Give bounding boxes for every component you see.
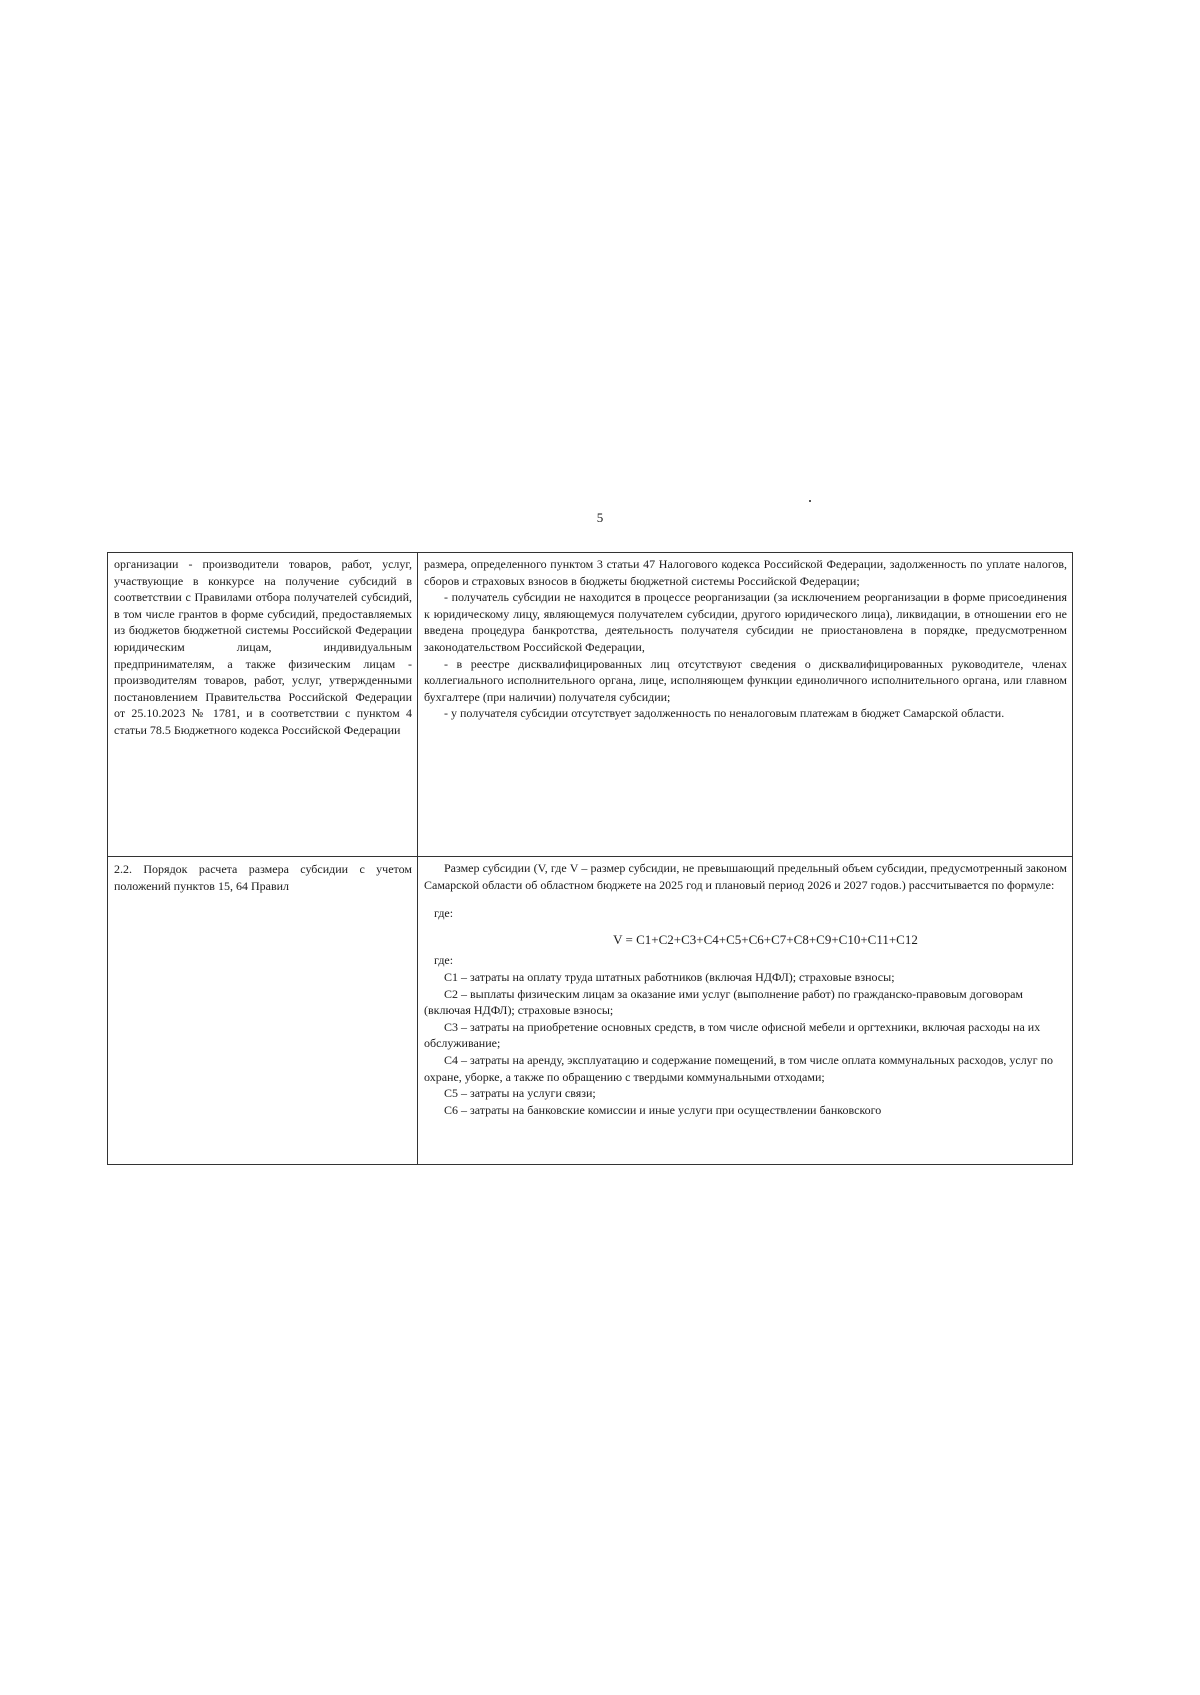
recipient-criteria-cell	[108, 553, 418, 857]
requirement-paragraph: - получатель субсидии не находится в процессе реорганизации (за исключением реорганизации в форме присоединения к юридическому лицу, являющемуся получателем субсидии, другого юридического лица), ликвидации, в отношении его не введена процедура банкротства, деятельность получателя субсидии не приостановлена в порядке, предусмотренном законодательством Российской Федерации,	[424, 590, 1067, 654]
page-number: 5	[596, 510, 604, 525]
table-row	[108, 553, 1073, 857]
requirement-paragraph: - у получателя субсидии отсутствует задолженность по неналоговым платежам в бюджет Самарской области.	[444, 706, 1005, 721]
scan-speck	[809, 500, 811, 502]
requirement-paragraph: - в реестре дисквалифицированных лиц отсутствуют сведения о дисквалифицированных руководителе, членах коллегиального исполнительного органа, лице, исполняющем функции единоличного исполнительного органа, или главном бухгалтере (при наличии) получателя субсидии;	[424, 656, 1067, 704]
where-label: где:	[434, 953, 454, 968]
table-row	[108, 857, 1073, 1165]
section-heading: 2.2. Порядок расчета размера субсидии с учетом положений пунктов 15, 64 Правил	[114, 862, 412, 893]
requirements-cell	[418, 553, 1073, 857]
subsidy-formula: V = C1+C2+C3+C4+C5+C6+C7+C8+C9+C10+C11+C12	[613, 931, 918, 947]
cost-item: С3 – затраты на приобретение основных средств, в том числе офисной мебели и оргтехники, включая расходы на их обслуживание;	[424, 1019, 1041, 1051]
cost-item: С2 – выплаты физическим лицам за оказание ими услуг (выполнение работ) по гражданско-правовым договорам (включая НДФЛ); страховые взносы;	[424, 986, 1024, 1018]
left-cell-text: организации - производители товаров, работ, услуг, участвующие в конкурсе на получение субсидий в соответствии с Правилами отбора получателей субсидий, в том числе грантов в форме субсидий, предоставляемых из бюджетов бюджетной системы Российской Федерации юридическим лицам, индивидуальным предпринимателям, а также физическим лицам - производителям товаров, работ, услуг, утвержденными постановлением Правительства Российской Федерации от 25.10.2023 № 1781, и в соответствии с пунктом 4 статьи 78.5 Бюджетного кодекса Российской Федерации	[114, 557, 412, 737]
calculation-cell	[418, 857, 1073, 1165]
cost-item: С1 – затраты на оплату труда штатных работников (включая НДФЛ); страховые взносы;	[444, 969, 895, 984]
calculation-order-cell	[108, 857, 418, 1165]
cost-item: С4 – затраты на аренду, эксплуатацию и содержание помещений, в том числе оплата коммунальных расходов, услуг по охране, уборке, а также по обращению с твердыми коммунальными отходами;	[424, 1052, 1054, 1084]
cost-item: С6 – затраты на банковские комиссии и иные услуги при осуществлении банковского	[444, 1102, 882, 1117]
cost-items-list	[424, 969, 1067, 1118]
subsidy-intro-paragraph: Размер субсидии (V, где V – размер субсидии, не превышающий предельный объем субсидии, предусмотренный законом Самарской области об областном бюджете на 2025 год и плановый период 2026 и 2027 годов.) рассчитывается по формуле:	[424, 861, 1067, 892]
document-table	[107, 552, 1073, 1165]
requirement-paragraph: размера, определенного пунктом 3 статьи 47 Налогового кодекса Российской Федерации, задолженность по уплате налогов, сборов и страховых взносов в бюджеты бюджетной системы Российской Федерации;	[424, 557, 1067, 588]
where-label: где:	[434, 906, 454, 921]
cost-item: С5 – затраты на услуги связи;	[444, 1086, 596, 1101]
